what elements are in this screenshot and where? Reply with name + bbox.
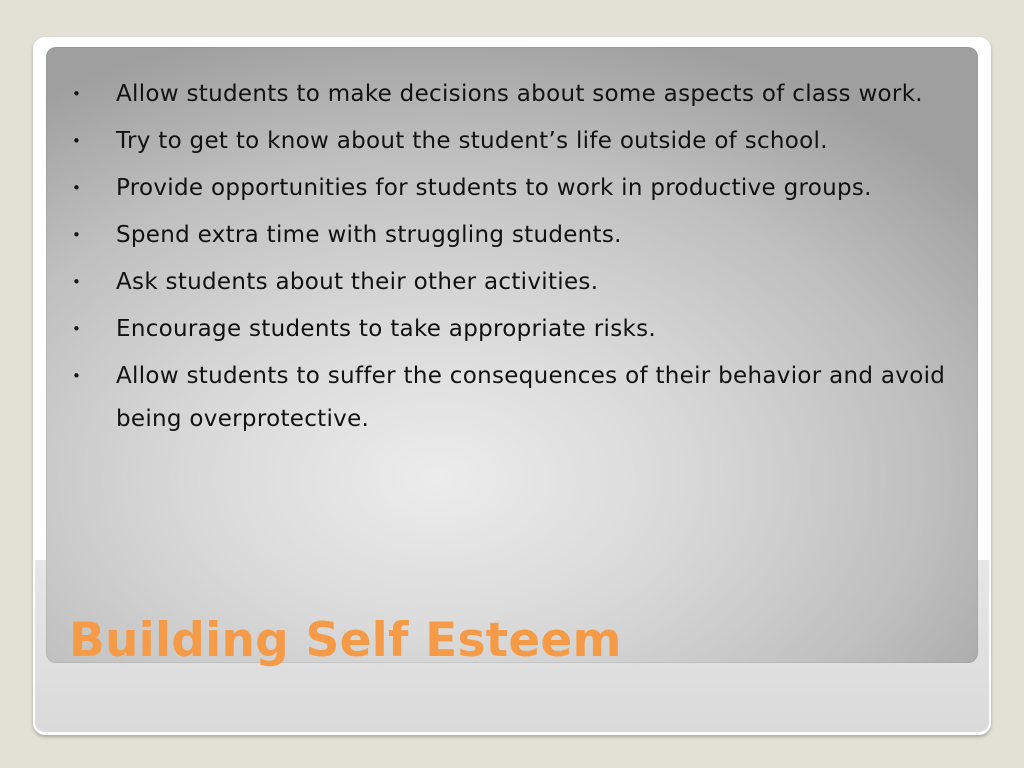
bullet-text: Provide opportunities for students to work in productive groups. xyxy=(116,175,872,201)
bullet-marker: • xyxy=(72,179,82,197)
bullet-text: Allow students to suffer the consequences of their behavior and avoid being overprotective. xyxy=(116,363,946,432)
bullet-item xyxy=(72,355,952,441)
bullet-marker: • xyxy=(72,273,82,291)
bullet-marker: • xyxy=(72,132,82,150)
bullet-text: Spend extra time with struggling students. xyxy=(116,222,622,248)
bullet-item xyxy=(72,120,952,163)
bullet-item xyxy=(72,167,952,210)
bullet-item xyxy=(72,214,952,257)
bullet-text: Try to get to know about the student’s life outside of school. xyxy=(116,128,828,154)
content-panel xyxy=(46,47,978,663)
bullet-marker: • xyxy=(72,85,82,103)
bullet-marker: • xyxy=(72,367,82,385)
bullet-item xyxy=(72,73,952,116)
bullet-item xyxy=(72,308,952,351)
bullet-item xyxy=(72,261,952,304)
slide-title: Building Self Esteem xyxy=(69,613,622,668)
bullet-marker: • xyxy=(72,226,82,244)
bullet-text: Allow students to make decisions about some aspects of class work. xyxy=(116,81,923,107)
bullet-list xyxy=(72,73,952,445)
bullet-text: Ask students about their other activities. xyxy=(116,269,599,295)
bullet-marker: • xyxy=(72,320,82,338)
bullet-text: Encourage students to take appropriate risks. xyxy=(116,316,656,342)
